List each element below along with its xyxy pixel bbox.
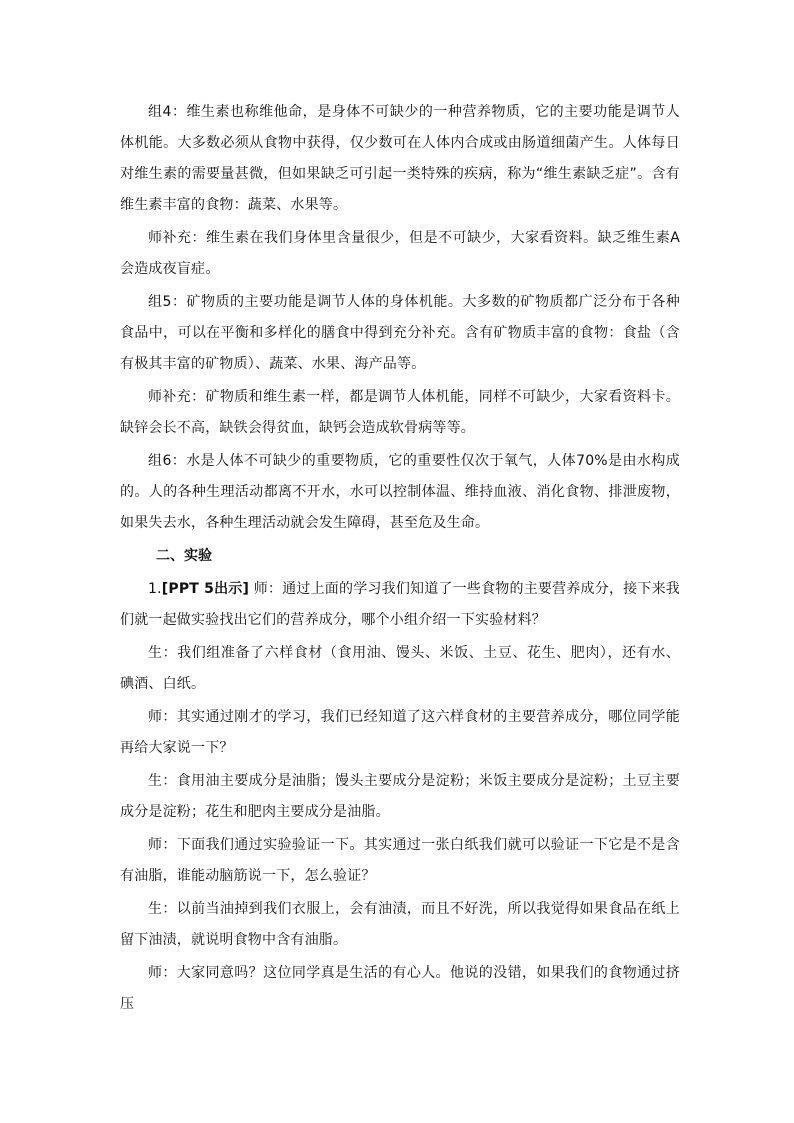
item-number: 1. [148, 581, 162, 597]
paragraph-vitamin: 组4：维生素也称维他命，是身体不可缺少的一种营养物质，它的主要功能是调节人体机能。大多数必须从食物中获得，仅少数可在人体内合成或由肠道细菌产生。人体每日对维生素的需要量甚微，但如果缺乏可引起一类特殊的疾病，称为“维生素缺乏症”。含有维生素丰富的食物：蔬菜、水果等。 [120, 104, 680, 213]
dialogue-line: 师：其实通过刚才的学习，我们已经知道了这六样食材的主要营养成分，哪位同学能再给大家说一下？ [120, 709, 680, 756]
document-body [120, 97, 680, 1020]
paragraph-teacher-vitamin: 师补充：维生素在我们身体里含量很少，但是不可缺少，大家看资料。缺乏维生素A会造成夜盲症。 [120, 230, 680, 277]
experiment-intro-text: 师：通过上面的学习我们知道了一些食物的主要营养成分，接下来我们就一起做实验找出它们的营养成分，哪个小组介绍一下实验材料？ [120, 581, 681, 628]
dialogue-line: 师：大家同意吗？这位同学真是生活的有心人。他说的没错，如果我们的食物通过挤压 [120, 965, 680, 1012]
dialogue-line: 生：以前当油掉到我们衣服上，会有油渍，而且不好洗，所以我觉得如果食品在纸上留下油渍，就说明食物中含有油脂。 [120, 901, 680, 948]
paragraph-experiment-intro [120, 574, 680, 636]
dialogue-line: 生：食用油主要成分是油脂；馒头主要成分是淀粉；米饭主要成分是淀粉；土豆主要成分是淀粉；花生和肥肉主要成分是油脂。 [120, 773, 680, 820]
section-heading: 二、实验 [156, 548, 212, 564]
dialogue-line: 师：下面我们通过实验验证一下。其实通过一张白纸我们就可以验证一下它是不是含有油脂，谁能动脑筋说一下，怎么验证？ [120, 837, 680, 884]
paragraph-minerals: 组5：矿物质的主要功能是调节人体的身体机能。大多数的矿物质都广泛分布于各种食品中，可以在平衡和多样化的膳食中得到充分补充。含有矿物质丰富的食物：食盐（含有极其丰富的矿物质）、蔬菜、水果、海产品等。 [120, 294, 680, 372]
dialogue-line: 生：我们组准备了六样食材（食用油、馒头、米饭、土豆、花生、肥肉），还有水、碘酒、白纸。 [120, 645, 680, 692]
paragraph-teacher-minerals: 师补充：矿物质和维生素一样，都是调节人体机能，同样不可缺少，大家看资料卡。缺锌会长不高，缺铁会得贫血，缺钙会造成软骨病等等。 [120, 389, 680, 436]
ppt-tag: [PPT 5出示] [161, 581, 250, 597]
paragraph-water: 组6：水是人体不可缺少的重要物质，它的重要性仅次于氧气，人体70%是由水构成的。人的各种生理活动都离不开水，水可以控制体温、维持血液、消化食物、排泄废物，如果失去水，各种生理活动就会发生障碍，甚至危及生命。 [120, 453, 680, 531]
